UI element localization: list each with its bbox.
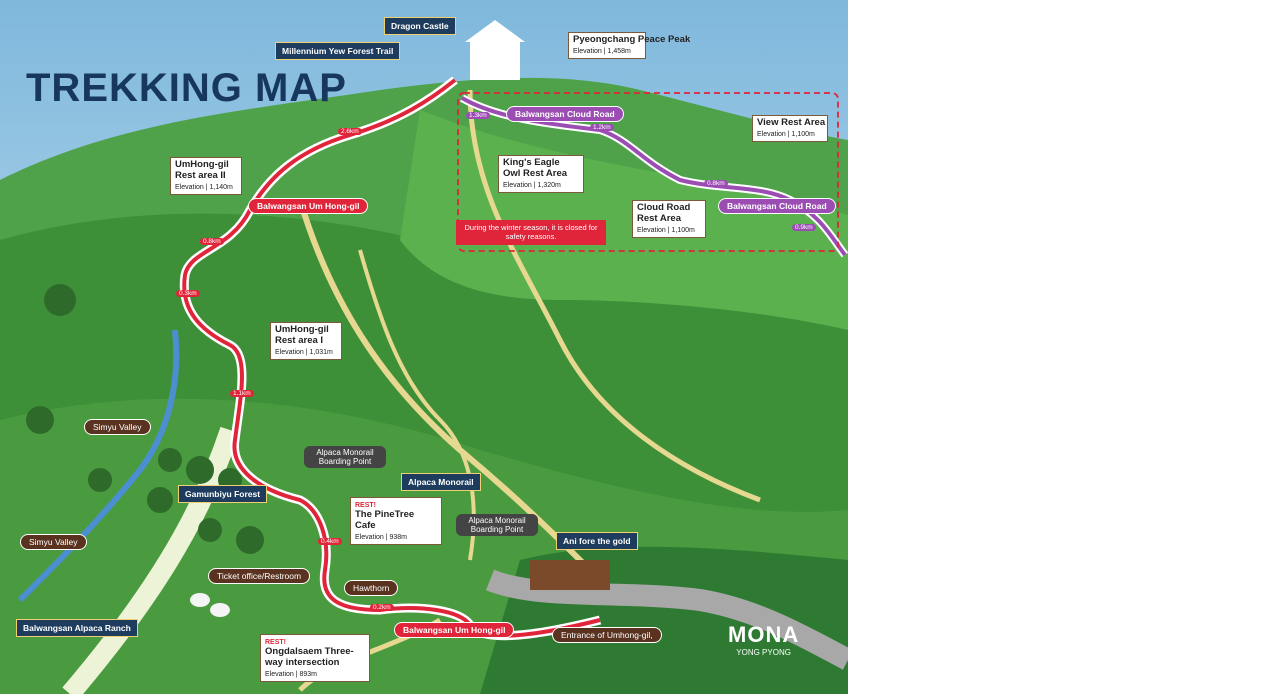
cloud-road-rest-label[interactable] bbox=[632, 200, 706, 238]
eagle-owl-name: King's Eagle Owl Rest Area bbox=[503, 157, 568, 179]
distance-marker-purple: 0.9km bbox=[792, 224, 816, 231]
winter-closure-notice: During the winter season, it is closed for safety reasons. bbox=[456, 220, 606, 245]
umhong-gil-label-bottom[interactable]: Balwangsan Um Hong-gil bbox=[394, 622, 514, 638]
cloud-road-label-2[interactable]: Balwangsan Cloud Road bbox=[718, 198, 836, 214]
peace-peak-label[interactable] bbox=[568, 32, 691, 59]
yew-forest-label[interactable]: Millennium Yew Forest Trail bbox=[275, 42, 400, 60]
monorail-point-1-label[interactable]: Alpaca Monorail Boarding Point bbox=[304, 446, 386, 468]
pinetree-name: The PineTree Cafe bbox=[355, 509, 415, 531]
ongdalsaem-name: Ongdalsaem Three-way intersection bbox=[265, 646, 354, 668]
monorail-point-2-label[interactable]: Alpaca Monorail Boarding Point bbox=[456, 514, 538, 536]
umhong-rest-1-name: UmHong-gil Rest area I bbox=[275, 324, 329, 346]
distance-marker-purple: 0.8km bbox=[704, 180, 728, 187]
pinetree-rest-tag: REST! bbox=[355, 502, 376, 509]
dragon-castle-label[interactable]: Dragon Castle bbox=[384, 17, 456, 35]
entrance-label[interactable]: Entrance of Umhong-gil, bbox=[552, 627, 662, 643]
ongdalsaem-label[interactable] bbox=[260, 634, 370, 682]
simyu-valley-label-2[interactable]: Simyu Valley bbox=[20, 534, 87, 550]
view-rest-label[interactable] bbox=[752, 115, 828, 142]
umhong-rest-2-label[interactable] bbox=[170, 157, 242, 195]
distance-marker-purple: 1.3km bbox=[466, 112, 490, 119]
cloud-road-rest-name: Cloud Road Rest Area bbox=[637, 202, 691, 224]
umhong-rest-2-elev: Elevation | 1,140m bbox=[175, 183, 233, 191]
brand-sub: YONG PYONG bbox=[736, 648, 791, 657]
umhong-rest-2-name: UmHong-gil Rest area II bbox=[175, 159, 229, 181]
mona-brand-logo bbox=[728, 622, 799, 657]
alpaca-ranch-label[interactable]: Balwangsan Alpaca Ranch bbox=[16, 619, 138, 637]
eagle-owl-elev: Elevation | 1,320m bbox=[503, 181, 561, 189]
distance-marker: 0.8km bbox=[200, 238, 224, 245]
view-rest-name: View Rest Area bbox=[757, 117, 826, 128]
umhong-gil-label-top[interactable]: Balwangsan Um Hong-gil bbox=[248, 198, 368, 214]
ongdalsaem-rest-tag: REST! bbox=[265, 639, 286, 646]
pinetree-elev: Elevation | 938m bbox=[355, 533, 408, 541]
distance-marker: 0.4km bbox=[318, 538, 342, 545]
distance-marker: 1.1km bbox=[230, 390, 254, 397]
cloud-road-rest-elev: Elevation | 1,100m bbox=[637, 226, 695, 234]
pinetree-cafe-label[interactable] bbox=[350, 497, 442, 545]
cloud-road-label-1[interactable]: Balwangsan Cloud Road bbox=[506, 106, 624, 122]
umhong-rest-1-elev: Elevation | 1,031m bbox=[275, 348, 333, 356]
ticket-office-label[interactable]: Ticket office/Restroom bbox=[208, 568, 310, 584]
map-title: TREKKING MAP bbox=[26, 66, 347, 110]
view-rest-elev: Elevation | 1,100m bbox=[757, 130, 815, 138]
distance-marker: 0.2km bbox=[370, 604, 394, 611]
eagle-owl-label[interactable] bbox=[498, 155, 584, 193]
distance-marker: 0.3km bbox=[176, 290, 200, 297]
peace-peak-elev: Elevation | 1,458m bbox=[573, 47, 631, 55]
ani-gold-label[interactable]: Ani fore the gold bbox=[556, 532, 638, 550]
ongdalsaem-elev: Elevation | 893m bbox=[265, 670, 318, 678]
peace-peak-name: Pyeongchang Peace Peak bbox=[573, 34, 691, 45]
simyu-valley-label-1[interactable]: Simyu Valley bbox=[84, 419, 151, 435]
trekking-tips-panel bbox=[848, 0, 1280, 694]
hawthorn-label[interactable]: Hawthorn bbox=[344, 580, 398, 596]
alpaca-monorail-label[interactable]: Alpaca Monorail bbox=[401, 473, 481, 491]
distance-marker-purple: 1.2km bbox=[590, 124, 614, 131]
distance-marker: 2.6km bbox=[338, 128, 362, 135]
umhong-rest-1-label[interactable] bbox=[270, 322, 342, 360]
brand-name: MONA bbox=[728, 622, 800, 647]
gamunbiyu-forest-label[interactable]: Gamunbiyu Forest bbox=[178, 485, 267, 503]
